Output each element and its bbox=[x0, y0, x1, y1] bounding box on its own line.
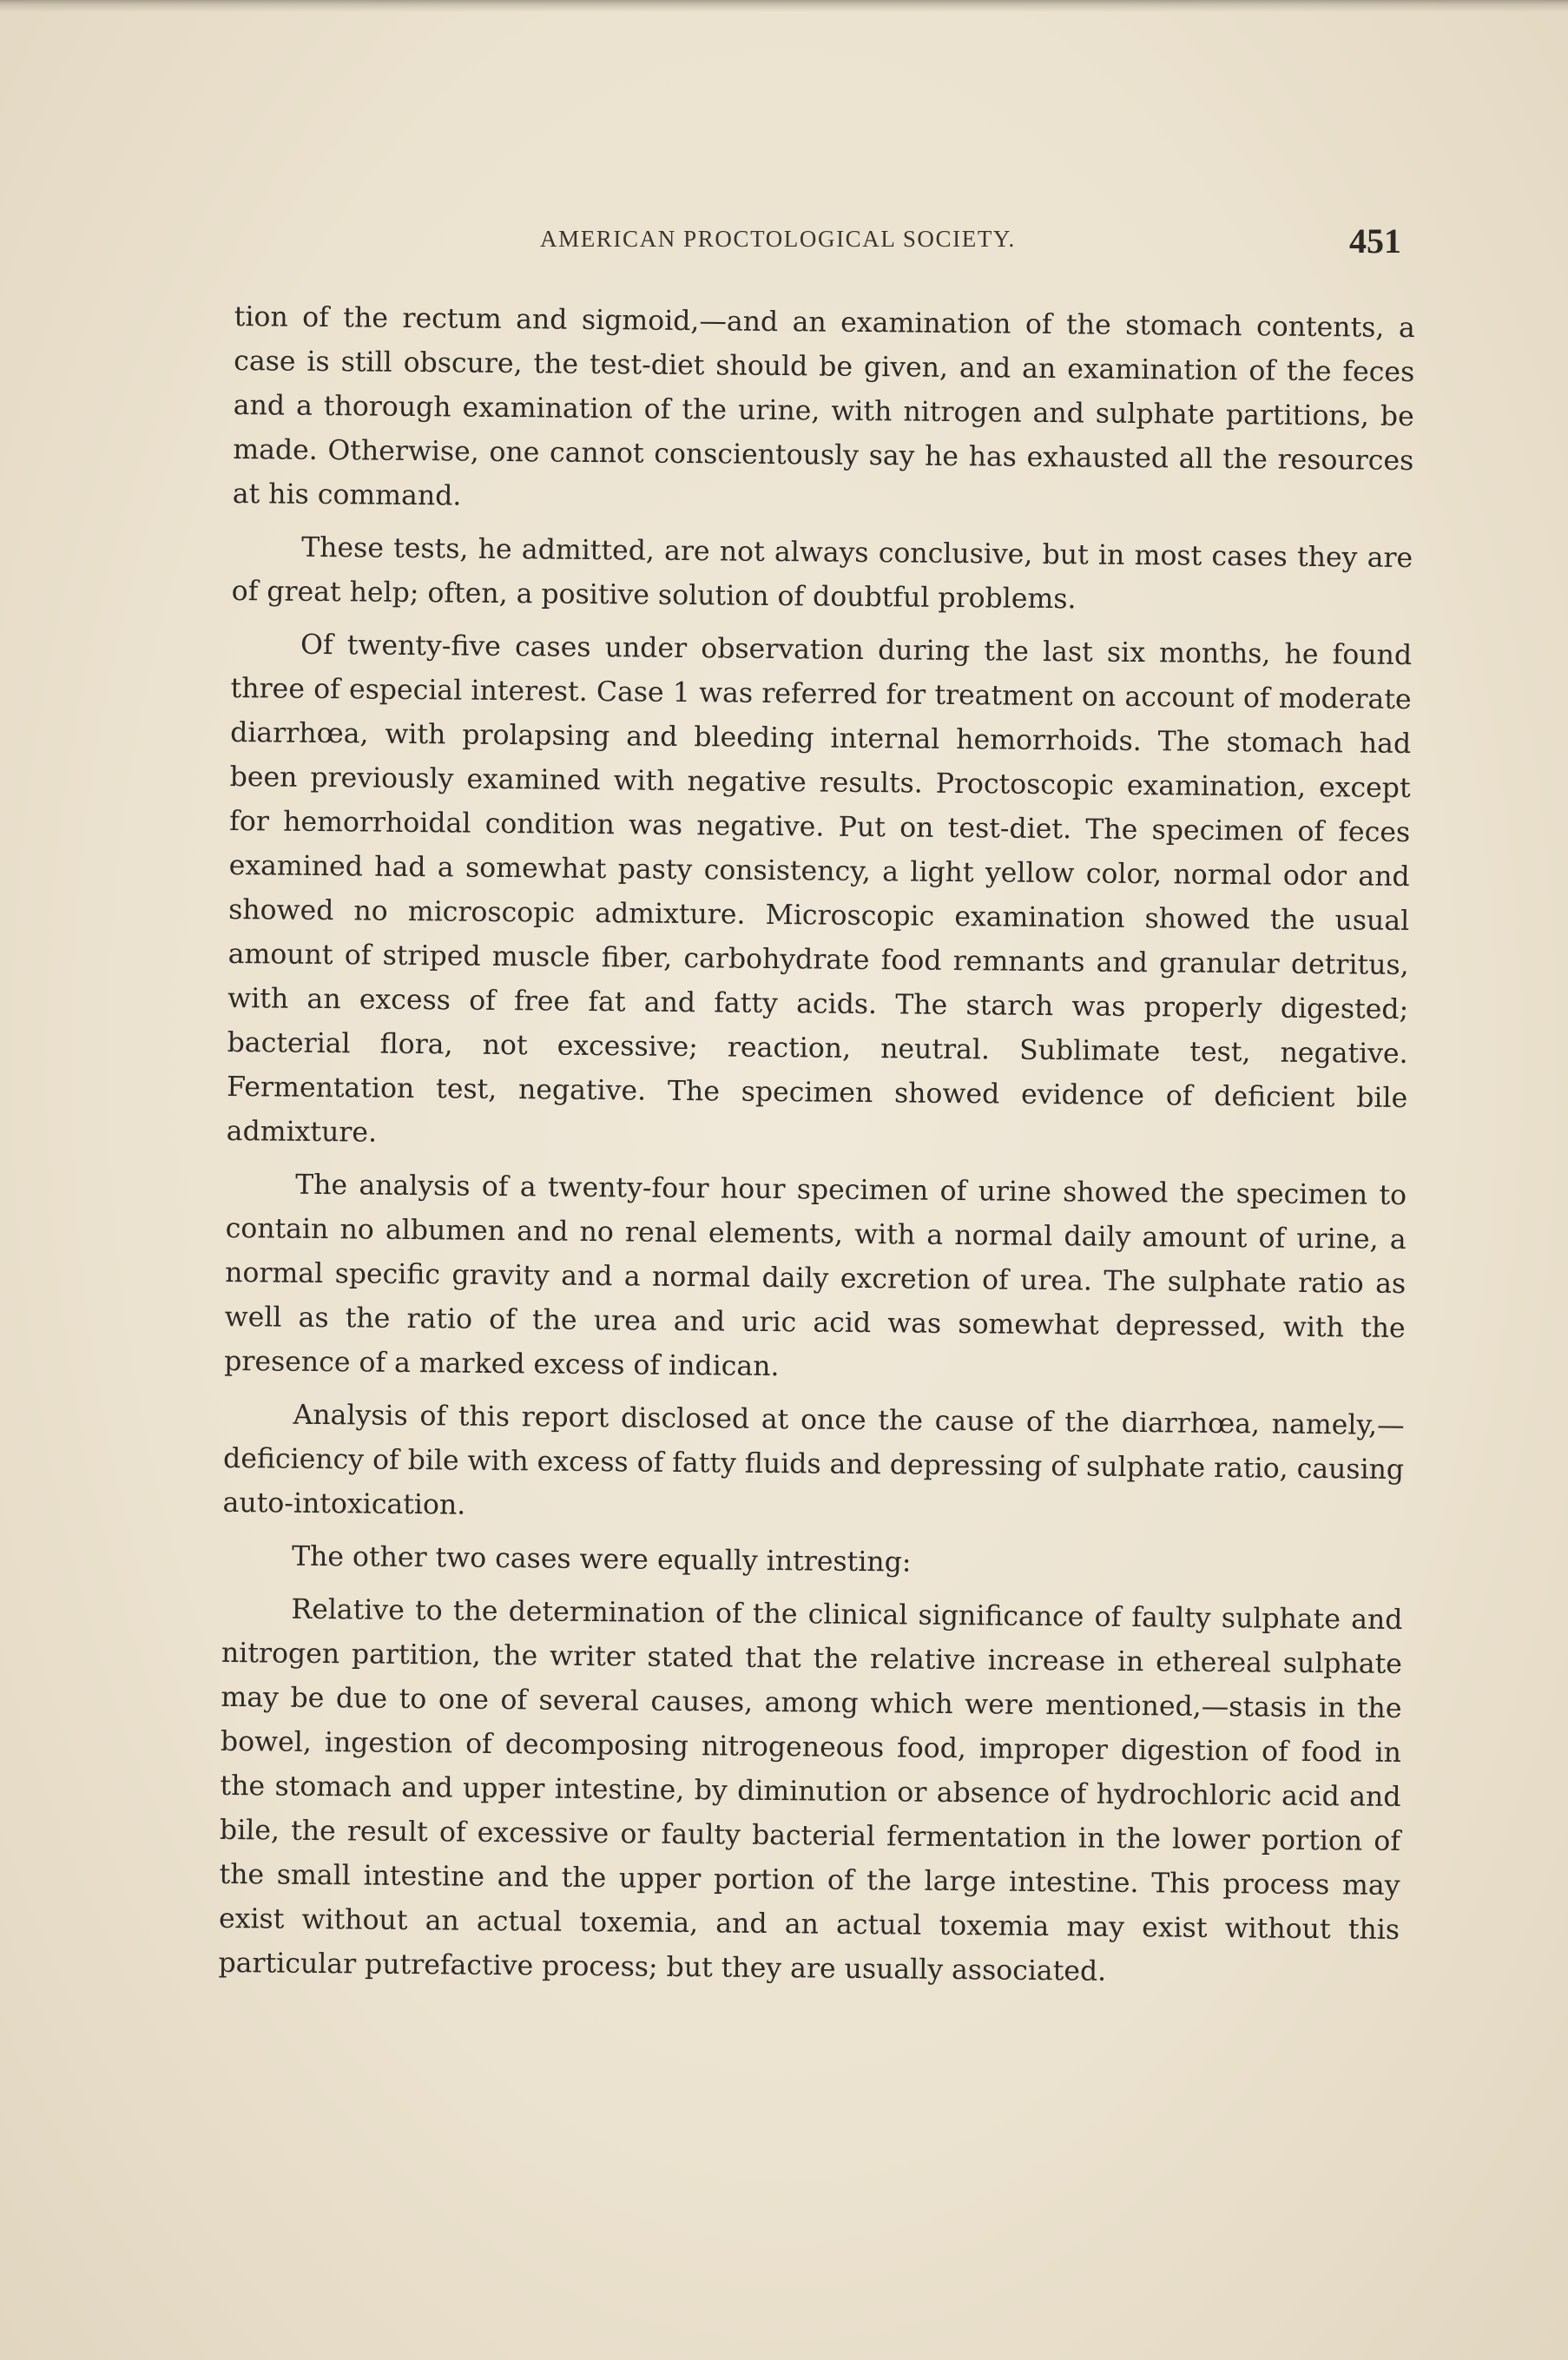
paragraph-tests: These tests, he admitted, are not always conclusive, but in most cases they are of great help; often, a positive solution of doubtful problems. bbox=[231, 531, 1413, 616]
paragraph-urine-analysis: The analysis of a twenty-four hour specimen of urine showed the specimen to contain no albumen and no renal elements, with a normal daily amount of urine, a normal specific gravity and a normal daily excretion of urea. The sulphate ratio as well as the ratio of the urea and uric acid was somewhat depressed, with the presence of a marked excess of indican. bbox=[224, 1169, 1407, 1383]
running-head-title: AMERICAN PROCTOLOGICAL SOCIETY. bbox=[540, 226, 1016, 252]
body-text bbox=[218, 295, 1415, 2006]
paragraph-case-one: Of twenty-five cases under observation during the last six months, he found three of especial interest. Case 1 was referred for treatment on account of moderate diarrhœa, with prolapsing and bleeding internal hemorrhoids. The stomach had been previously examined with negative results. Proctoscopic examination, except for hemorrhoidal condition was negative. Put on test-diet. The specimen of feces examined had a somewhat pasty consistency, a light yellow color, normal odor and showed no microscopic admixture. Microscopic examination showed the usual amount of striped muscle fiber, carbohydrate food remnants and granular detritus, with an excess of free fat and fatty acids. The starch was properly digested; bacterial flora, not excessive; reaction, neutral. Sublimate test, negative. Fermentation test, negative. The specimen showed evidence of deficient bile admixture. bbox=[226, 629, 1413, 1149]
paragraph-report-analysis: Analysis of this report disclosed at once the cause of the diarrhœa, namely,—deficiency of bile with excess of fatty fluids and depressing of sulphate ratio, causing auto-intoxication. bbox=[222, 1399, 1405, 1521]
paragraph-other-cases: The other two cases were equally intresting: bbox=[291, 1540, 912, 1579]
paragraph-continued: tion of the rectum and sigmoid,—and an examination of the stomach contents, a case is still obscure, the test-diet should be given, and an examination of the feces and a thorough examination of the urine, with nitrogen and sulphate partitions, be made. Otherwise, one cannot conscientously say he has exhausted all the resources at his command. bbox=[232, 300, 1415, 512]
page-number: 451 bbox=[1349, 221, 1401, 260]
running-head bbox=[234, 221, 1415, 273]
paragraph-sulphate-partition: Relative to the determination of the clinical significance of faulty sulphate and nitrogen partition, the writer stated that the relative increase in ethereal sulphate may be due to one of several causes, among which were mentioned,—stasis in the bowel, ingestion of decomposing nitrogeneous food, improper digestion of food in the stomach and upper intestine, by diminution or absence of hydrochloric acid and bile, the result of excessive or faulty bacterial fermentation in the lower portion of the small intestine and the upper portion of the large intestine. This process may exist without an actual toxemia, and an actual toxemia may exist without this particular putrefactive process; but they are usually associated. bbox=[218, 1593, 1403, 1988]
page-top-edge bbox=[0, 0, 1568, 12]
